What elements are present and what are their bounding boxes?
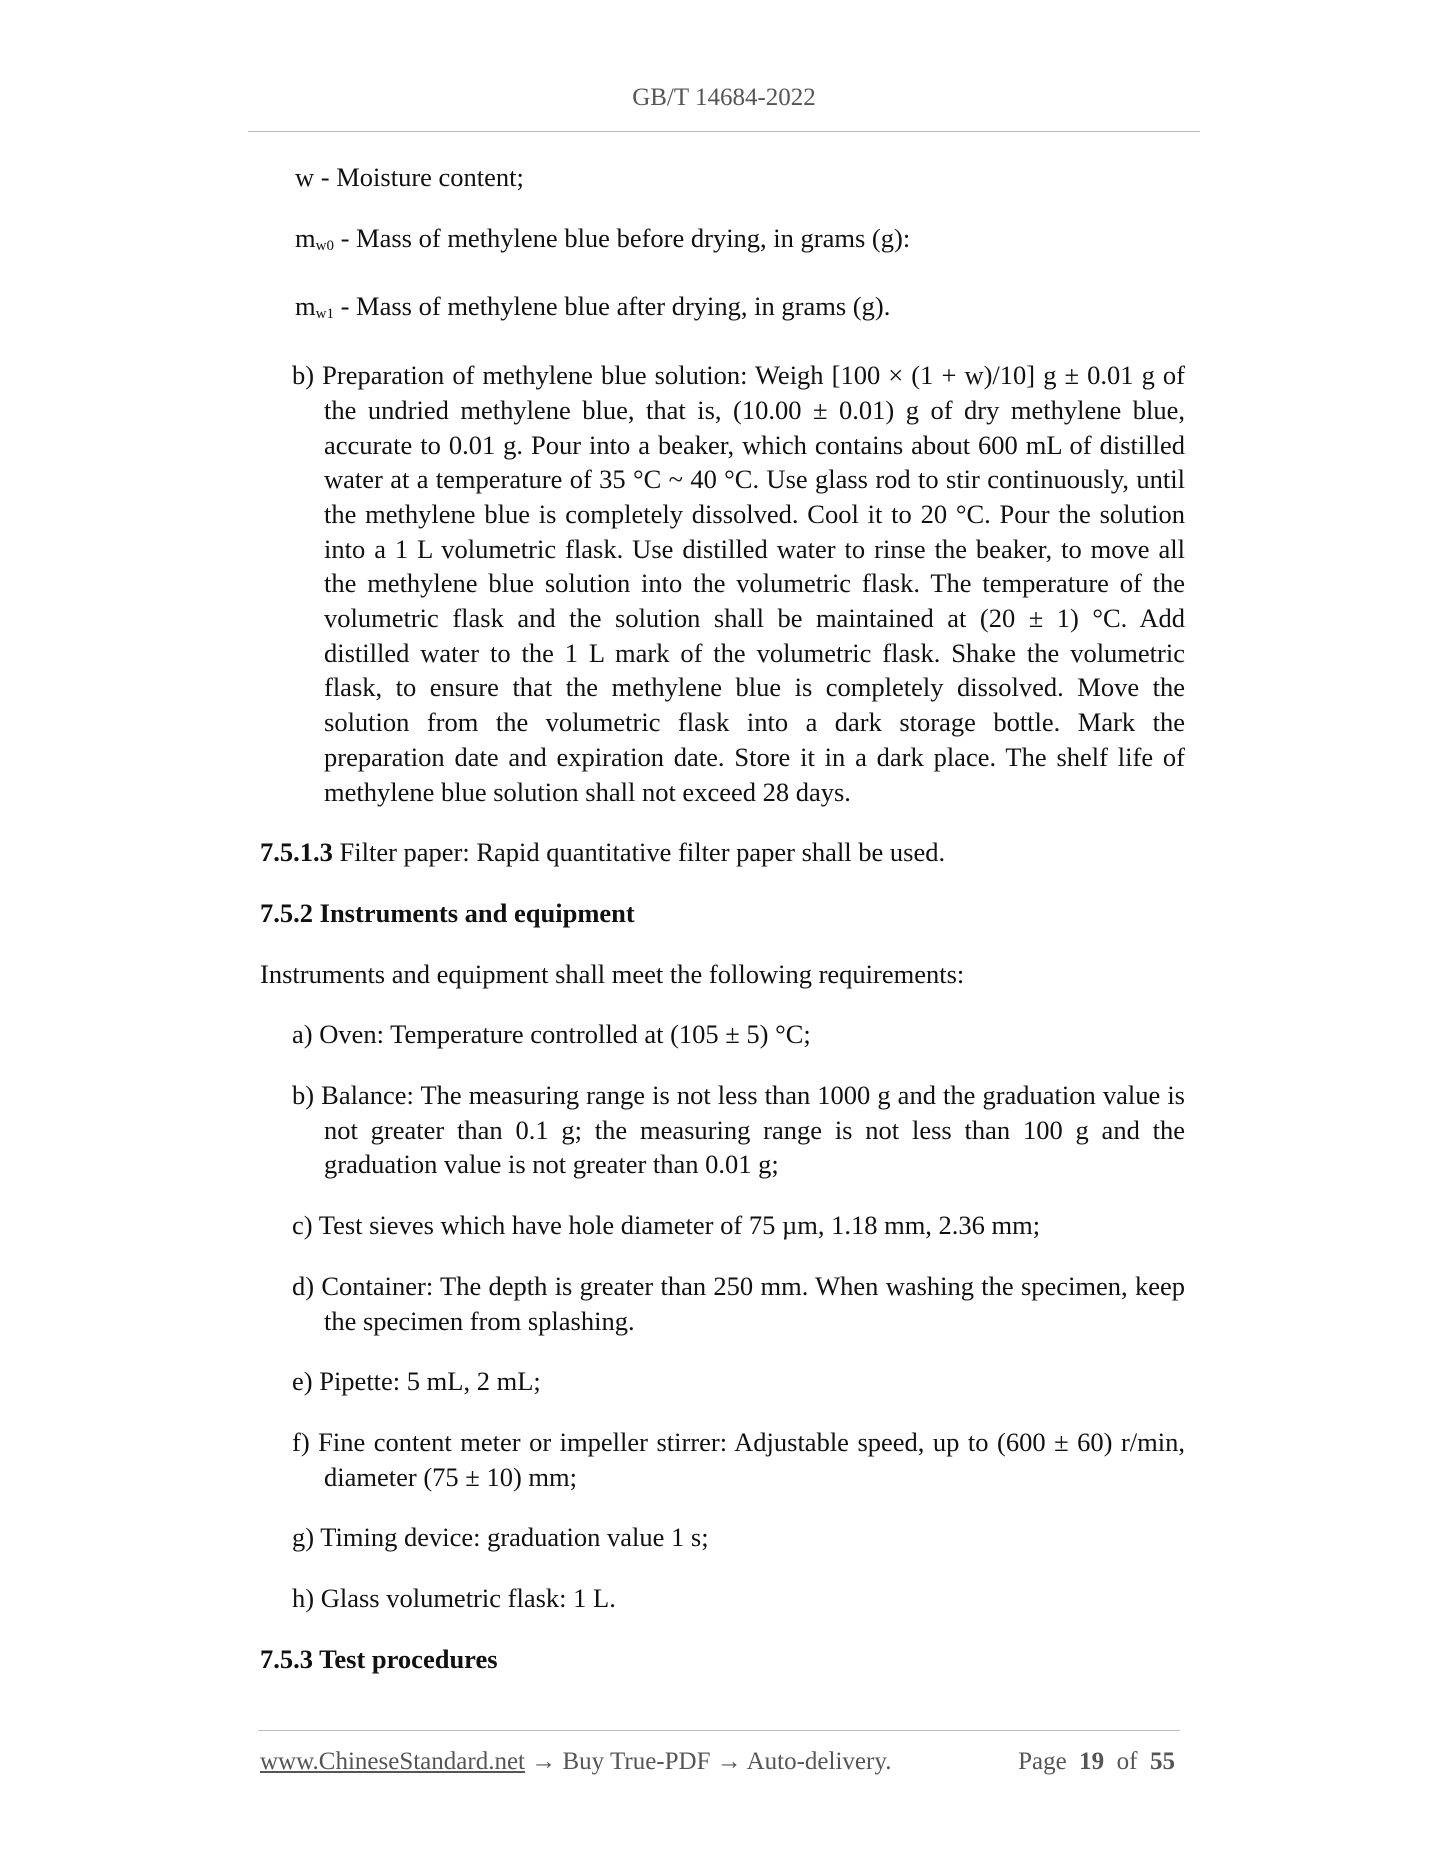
variable-w [295, 160, 1185, 195]
variable-description: - Moisture content; [314, 162, 524, 192]
list-item-test-sieves: c) Test sieves which have hole diameter of 75 µm, 1.18 mm, 2.36 mm; [292, 1210, 1041, 1241]
variable-symbol: m [295, 291, 316, 322]
list-item-pipette: e) Pipette: 5 mL, 2 mL; [292, 1366, 541, 1397]
page-body [260, 160, 1185, 1703]
variable-symbol: w [295, 162, 315, 192]
variable-subscript: w0 [315, 237, 334, 254]
page-label: Page [1018, 1748, 1067, 1775]
website-link[interactable]: www.ChineseStandard.net [260, 1748, 525, 1775]
list-item-container: d) Container: The depth is greater than 250 mm. When washing the specimen, keep the specimen from splashing. [292, 1270, 1185, 1336]
list-item-solution-preparation: b) Preparation of methylene blue solution: Weigh [100 × (1 + w)/10] g ± 0.01 g of the undried methylene blue, that is, (10.00 ± 0.01) g of dry methylene blue, accurate to 0.01 g. Pour into a beaker, which contains about 600 mL of distilled water at a temperature of 35 °C ~ 40 °C. Use glass rod to stir continuously, until the methylene blue is completely dissolved. Cool it to 20 °C. Pour the solution into a 1 L volumetric flask. Use distilled water to rinse the beaker, to move all the methylene blue solution into the volumetric flask. The temperature of the volumetric flask and the solution shall be maintained at (20 ± 1) °C. Add distilled water to the 1 L mark of the volumetric flask. Shake the volumetric flask, to ensure that the methylene blue is completely dissolved. Move the solution from the volumetric flask into a dark storage bottle. Mark the preparation date and expiration date. Store it in a dark place. The shelf life of methylene blue solution shall not exceed 28 days. [292, 360, 1185, 807]
current-page: 19 [1079, 1748, 1105, 1775]
section-intro: Instruments and equipment shall meet the following requirements: [260, 958, 965, 989]
list-item-oven: a) Oven: Temperature controlled at (105 ± 5) °C; [292, 1019, 811, 1050]
arrow-right-icon: → [525, 1748, 563, 1775]
footer-divider [258, 1730, 1180, 1731]
list-item-volumetric-flask: h) Glass volumetric flask: 1 L. [292, 1583, 616, 1614]
list-item-balance: b) Balance: The measuring range is not less than 1000 g and the graduation value is not greater than 0.1 g; the measuring range is not less than 100 g and the graduation value is not greater than 0.01 g; [292, 1080, 1185, 1180]
footer-links [260, 1748, 891, 1776]
variable-mw0 [295, 221, 1185, 264]
total-pages: 55 [1150, 1748, 1175, 1775]
clause-number: 7.5.1.3 [260, 837, 333, 868]
clause-7-5-1-3 [260, 835, 1185, 870]
variable-symbol: m [295, 222, 316, 253]
list-item-fine-content-meter: f) Fine content meter or impeller stirrer: Adjustable speed, up to (600 ± 60) r/min, diameter (75 ± 10) mm; [292, 1426, 1185, 1492]
list-item-timing-device: g) Timing device: graduation value 1 s; [292, 1522, 709, 1553]
arrow-right-icon: → [710, 1748, 747, 1775]
variable-description: - Mass of methylene blue after drying, in grams (g). [333, 291, 891, 322]
document-header: GB/T 14684-2022 [632, 84, 816, 111]
section-heading-7-5-3: 7.5.3 Test procedures [260, 1643, 498, 1674]
page-number [1018, 1748, 1175, 1776]
variable-description: - Mass of methylene blue before drying, in grams (g): [333, 222, 911, 253]
variable-mw1 [295, 289, 1185, 332]
of-label: of [1116, 1748, 1138, 1775]
auto-delivery-text: Auto-delivery. [746, 1748, 892, 1775]
clause-text: Filter paper: Rapid quantitative filter paper shall be used. [332, 837, 946, 868]
buy-pdf-text: Buy True-PDF [562, 1748, 711, 1775]
section-heading-7-5-2: 7.5.2 Instruments and equipment [260, 897, 635, 928]
header-divider [248, 131, 1200, 132]
variable-subscript: w1 [315, 306, 334, 323]
